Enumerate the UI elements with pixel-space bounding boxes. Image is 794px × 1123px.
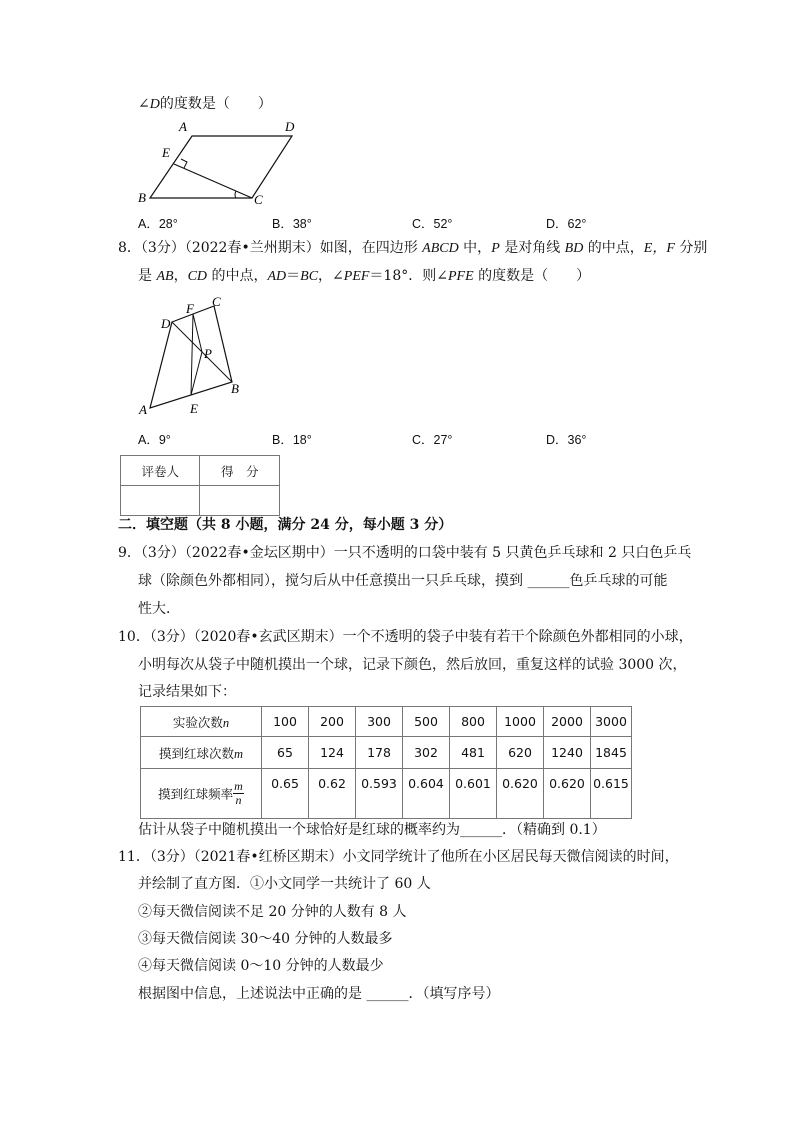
- var-ad: AD: [267, 269, 287, 284]
- right-angle-mark: [181, 159, 187, 168]
- q9-line-2: [138, 571, 667, 591]
- q8-text: 是: [138, 268, 157, 284]
- table-cell: 0.65: [262, 769, 309, 819]
- q9-answer-blank[interactable]: ______: [527, 573, 570, 589]
- table-cell: 3000: [591, 707, 632, 737]
- label-d: D: [285, 119, 295, 134]
- label-e: E: [162, 145, 170, 160]
- fraction-denominator: n: [235, 793, 242, 807]
- table-cell: 0.593: [356, 769, 403, 819]
- table-cell: 0.62: [309, 769, 356, 819]
- q10-line-3: 记录结果如下：: [138, 684, 236, 700]
- table-cell: 620: [497, 737, 544, 769]
- q8-option-c: C．27°: [412, 433, 453, 447]
- table-cell: 1240: [544, 737, 591, 769]
- q7-parallelogram-figure: [130, 118, 310, 206]
- q10-after-table: [138, 820, 606, 840]
- q10-text: 估计从袋子中随机摸出一个球恰好是红球的概率约为: [138, 822, 460, 838]
- q7-question-tail: [138, 94, 272, 115]
- var-abcd: ABCD: [422, 241, 459, 256]
- q10-text: ．（精确到 0.1）: [502, 822, 606, 838]
- angle-symbol: ∠: [138, 96, 150, 112]
- segment-fe: [191, 314, 193, 395]
- q9-line-1: 9．（3分）（2022春•金坛区期中）一只不透明的口袋中装有 5 只黄色乒乓球和 2 只白色乒乓: [118, 545, 692, 561]
- table-cell: 1845: [591, 737, 632, 769]
- q10-answer-blank[interactable]: ______: [460, 822, 502, 838]
- q11-line-2: 并绘制了直方图．①小文同学一共统计了 60 人: [138, 876, 431, 892]
- q8-text: 的度数是（ ）: [473, 268, 591, 284]
- score-cell-score[interactable]: [200, 486, 280, 516]
- q10-line-2: 小明每次从袋子中随机摸出一个球，记录下颜色，然后放回，重复这样的试验 3000 次，: [138, 657, 687, 673]
- row-label-red: [141, 737, 262, 769]
- table-cell: 0.601: [450, 769, 497, 819]
- q11-text: 根据图中信息，上述说法中正确的是: [138, 986, 367, 1002]
- table-cell: 0.615: [591, 769, 632, 819]
- fraction-numerator: m: [234, 779, 243, 793]
- q8-text: 的中点，: [583, 240, 644, 256]
- q7-tail-text: 的度数是（ ）: [159, 96, 272, 112]
- table-cell: 1000: [497, 707, 544, 737]
- q8-line-1: [118, 238, 707, 259]
- score-col-grader: 评卷人: [121, 456, 200, 486]
- segment-fp: [193, 314, 202, 352]
- q8-option-a: A．9°: [138, 433, 171, 447]
- label-c: C: [254, 192, 263, 206]
- q7-var-d: D: [149, 97, 160, 112]
- label-b: B: [138, 190, 146, 205]
- table-cell: 0.620: [497, 769, 544, 819]
- row-label-trials: [141, 707, 262, 737]
- row-label-text: 摸到红球频率: [158, 786, 234, 802]
- angle-mark-c: [235, 191, 236, 198]
- score-col-score: 得 分: [200, 456, 280, 486]
- score-cell-grader[interactable]: [121, 486, 200, 516]
- label-p: P: [204, 346, 212, 361]
- q8-text: ＝18°．则∠: [369, 268, 448, 284]
- row-label-frequency: [141, 769, 262, 819]
- section-2-heading: 二．填空题（共 8 小题，满分 24 分，每小题 3 分）: [118, 517, 453, 533]
- label-a: A: [139, 402, 147, 417]
- var-bc: BC: [300, 269, 319, 284]
- q7-option-d: D．62°: [546, 217, 587, 231]
- var-cd: CD: [187, 269, 208, 284]
- q9-text: 球（除颜色外都相同），搅匀后从中任意摸出一只乒乓球，摸到: [138, 573, 528, 589]
- table-cell: 2000: [544, 707, 591, 737]
- q8-line-2: [138, 266, 590, 287]
- segment-ec: [174, 164, 252, 198]
- q11-text: ．（填写序号）: [408, 986, 500, 1002]
- table-cell: 500: [403, 707, 450, 737]
- q11-answer-blank[interactable]: ______: [366, 986, 409, 1002]
- q8-option-d: D．36°: [546, 433, 587, 447]
- table-cell: 124: [309, 737, 356, 769]
- table-cell: 302: [403, 737, 450, 769]
- label-c: C: [212, 294, 221, 309]
- parallelogram-outline: [150, 136, 292, 198]
- table-cell: 300: [356, 707, 403, 737]
- var-bd: BD: [564, 241, 584, 256]
- q8-text: 是对角线: [499, 240, 565, 256]
- table-cell: 200: [309, 707, 356, 737]
- var-ab: AB: [156, 269, 174, 284]
- label-b: B: [231, 381, 239, 396]
- var-n: n: [222, 715, 230, 730]
- q7-option-b: B．38°: [272, 217, 312, 231]
- var-pef: PEF: [343, 269, 370, 284]
- q7-option-a: A．28°: [138, 217, 178, 231]
- q11-line-5: ④每天微信阅读 0～10 分钟的人数最少: [138, 958, 384, 974]
- table-cell: 178: [356, 737, 403, 769]
- table-row: [141, 769, 632, 819]
- var-m: m: [233, 746, 244, 761]
- q10-line-1: 10．（3分）（2020春•玄武区期末）一个不透明的袋子中装有若干个除颜色外都相同的小球，: [118, 629, 693, 645]
- q8-quadrilateral-figure: [130, 292, 250, 420]
- q8-option-b: B．18°: [272, 433, 312, 447]
- table-cell: 0.620: [544, 769, 591, 819]
- q8-text: 的中点，: [207, 268, 268, 284]
- row-label-text: 实验次数: [172, 714, 223, 730]
- q8-text: ，∠: [318, 268, 344, 284]
- label-d: D: [161, 316, 171, 331]
- q8-text: （3分）（2022春•兰州期末）如图，在四边形: [140, 240, 423, 256]
- q11-line-6: [138, 984, 499, 1004]
- segment-pe: [191, 352, 202, 395]
- label-e: E: [190, 401, 198, 416]
- q7-option-c: C．52°: [412, 217, 453, 231]
- q8-text: 分别: [674, 240, 708, 256]
- q11-line-4: ③每天微信阅读 30～40 分钟的人数最多: [138, 931, 393, 947]
- label-f: F: [186, 301, 194, 316]
- var-p: P: [491, 241, 500, 256]
- table-cell: 0.604: [403, 769, 450, 819]
- q8-number: 8．: [118, 240, 141, 256]
- label-a: A: [179, 119, 187, 134]
- var-pfe: PFE: [447, 269, 474, 284]
- q8-text: 中，: [458, 240, 492, 256]
- score-table: [120, 455, 280, 516]
- q9-text: 色乒乓球的可能: [569, 573, 668, 589]
- q8-text: ＝: [286, 268, 301, 284]
- table-cell: 800: [450, 707, 497, 737]
- q10-results-table: [140, 706, 632, 819]
- table-cell: 65: [262, 737, 309, 769]
- table-row: [141, 737, 632, 769]
- q11-line-1: 11．（3分）（2021春•红桥区期末）小文同学统计了他所在小区居民每天微信阅读的时间，: [118, 849, 679, 865]
- fraction-m-over-n: [233, 780, 244, 807]
- q11-line-3: ②每天微信阅读不足 20 分钟的人数有 8 人: [138, 904, 407, 920]
- table-cell: 481: [450, 737, 497, 769]
- table-cell: 100: [262, 707, 309, 737]
- row-label-text: 摸到红球次数: [158, 745, 234, 761]
- var-ef: E，F: [643, 241, 675, 256]
- table-row: [141, 707, 632, 737]
- q9-line-3: 性大．: [138, 601, 180, 617]
- q8-text: ，: [173, 268, 188, 284]
